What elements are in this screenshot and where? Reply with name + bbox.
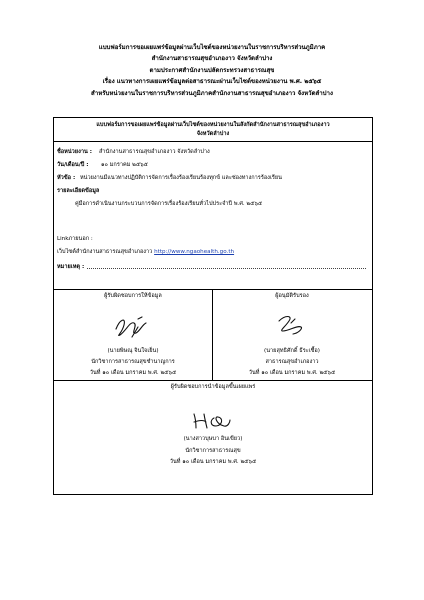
right-signer-role: ผู้อนุมัติรับรอง: [275, 293, 309, 299]
header-line-5: สำหรับหน่วยงานในราชการบริหารส่วนภูมิภาคสำนักงานสาธารณสุขอำเภองาว จังหวัดลำปาง: [91, 90, 333, 97]
topic-value: หน่วยงานมีแนวทางปฏิบัติการจัดการเรื่องร้องเรียนร้องทุกข์ และช่องทางการร้องเรียน: [80, 175, 282, 181]
right-signer-position: สาธารณสุขอำเภองาว: [265, 359, 319, 365]
date-value: ๑๐ มกราคม ๒๕๖๕: [101, 162, 148, 168]
signature-divider: [53, 380, 372, 381]
bottom-signer-position: นักวิชาการสาธารณสุข: [185, 448, 241, 454]
bottom-signature: [190, 408, 234, 432]
detail-label: รายละเอียดข้อมูล: [57, 188, 100, 194]
link-prefix: เว็บไซต์สำนักงานสาธารณสุขอำเภองาว: [57, 249, 153, 255]
note-dotted-line: [87, 268, 366, 269]
left-signer-name: (นายพิษณุ จินใจเย็น): [107, 348, 159, 354]
header-line-2: สำนักงานสาธารณสุขอำเภองาว จังหวัดลำปาง: [151, 55, 273, 62]
title-divider: [53, 141, 372, 142]
left-signer-date: วันที่ ๑๐ เดือน มกราคม พ.ศ. ๒๕๖๕: [89, 370, 177, 376]
bottom-signer-role: ผู้รับผิดชอบการนำข้อมูลขึ้นเผยแพร่: [170, 384, 256, 390]
unit-label: ชื่อหน่วยงาน :: [57, 149, 92, 155]
right-signer-name: (นายสุทธิศักดิ์ ธีระเชื้อ): [264, 348, 320, 354]
link-row: [57, 249, 234, 256]
right-signature: [273, 313, 309, 337]
bottom-signer-date: วันที่ ๑๐ เดือน มกราคม พ.ศ. ๒๕๖๕: [169, 459, 257, 465]
topic-label: หัวข้อ :: [57, 175, 76, 181]
left-signer-position: นักวิชาการสาธารณสุขชำนาญการ: [91, 359, 175, 365]
website-link[interactable]: http://www.ngaohealth.go.th: [154, 249, 235, 255]
form-title-1: แบบฟอร์มการขอเผยแพร่ข้อมูลผ่านเว็บไซต์ของหน่วยงานในสังกัดสำนักงานสาธารณสุขอำเภองาว: [96, 122, 330, 128]
header-line-4: เรื่อง แนวทางการเผยแพร่ข้อมูลต่อสาธารณะผ่านเว็บไซต์ของหน่วยงาน พ.ศ. ๒๕๖๕: [102, 78, 322, 85]
link-label: Linkภายนอก :: [57, 236, 93, 242]
header-line-3: ตามประกาศสำนักงานปลัดกระทรวงสาธารณสุข: [149, 67, 275, 74]
detail-value: คู่มือการดำเนินงานกระบวนการจัดการเรื่องร้องเรียนทั่วไปประจำปี พ.ศ. ๒๕๖๕: [75, 201, 263, 207]
bottom-signer-name: (นางสาวบุษบา อินเขียว): [183, 436, 243, 442]
unit-value: สำนักงานสาธารณสุขอำเภองาว จังหวัดลำปาง: [99, 149, 210, 155]
note-label: หมายเหตุ :: [57, 264, 85, 270]
left-signer-role: ผู้รับผิดชอบการให้ข้อมูล: [104, 293, 162, 299]
form-title-2: จังหวัดลำปาง: [196, 131, 230, 137]
signature-column-divider: [212, 289, 213, 380]
header-line-1: แบบฟอร์มการขอเผยแพร่ข้อมูลผ่านเว็บไซต์ของหน่วยงานในราชการบริหารส่วนภูมิภาค: [98, 44, 326, 51]
right-signer-date: วันที่ ๑๐ เดือน มกราคม พ.ศ. ๒๕๖๕: [248, 370, 336, 376]
date-label: วัน/เดือน/ปี :: [57, 162, 89, 168]
left-signature: [112, 315, 152, 341]
